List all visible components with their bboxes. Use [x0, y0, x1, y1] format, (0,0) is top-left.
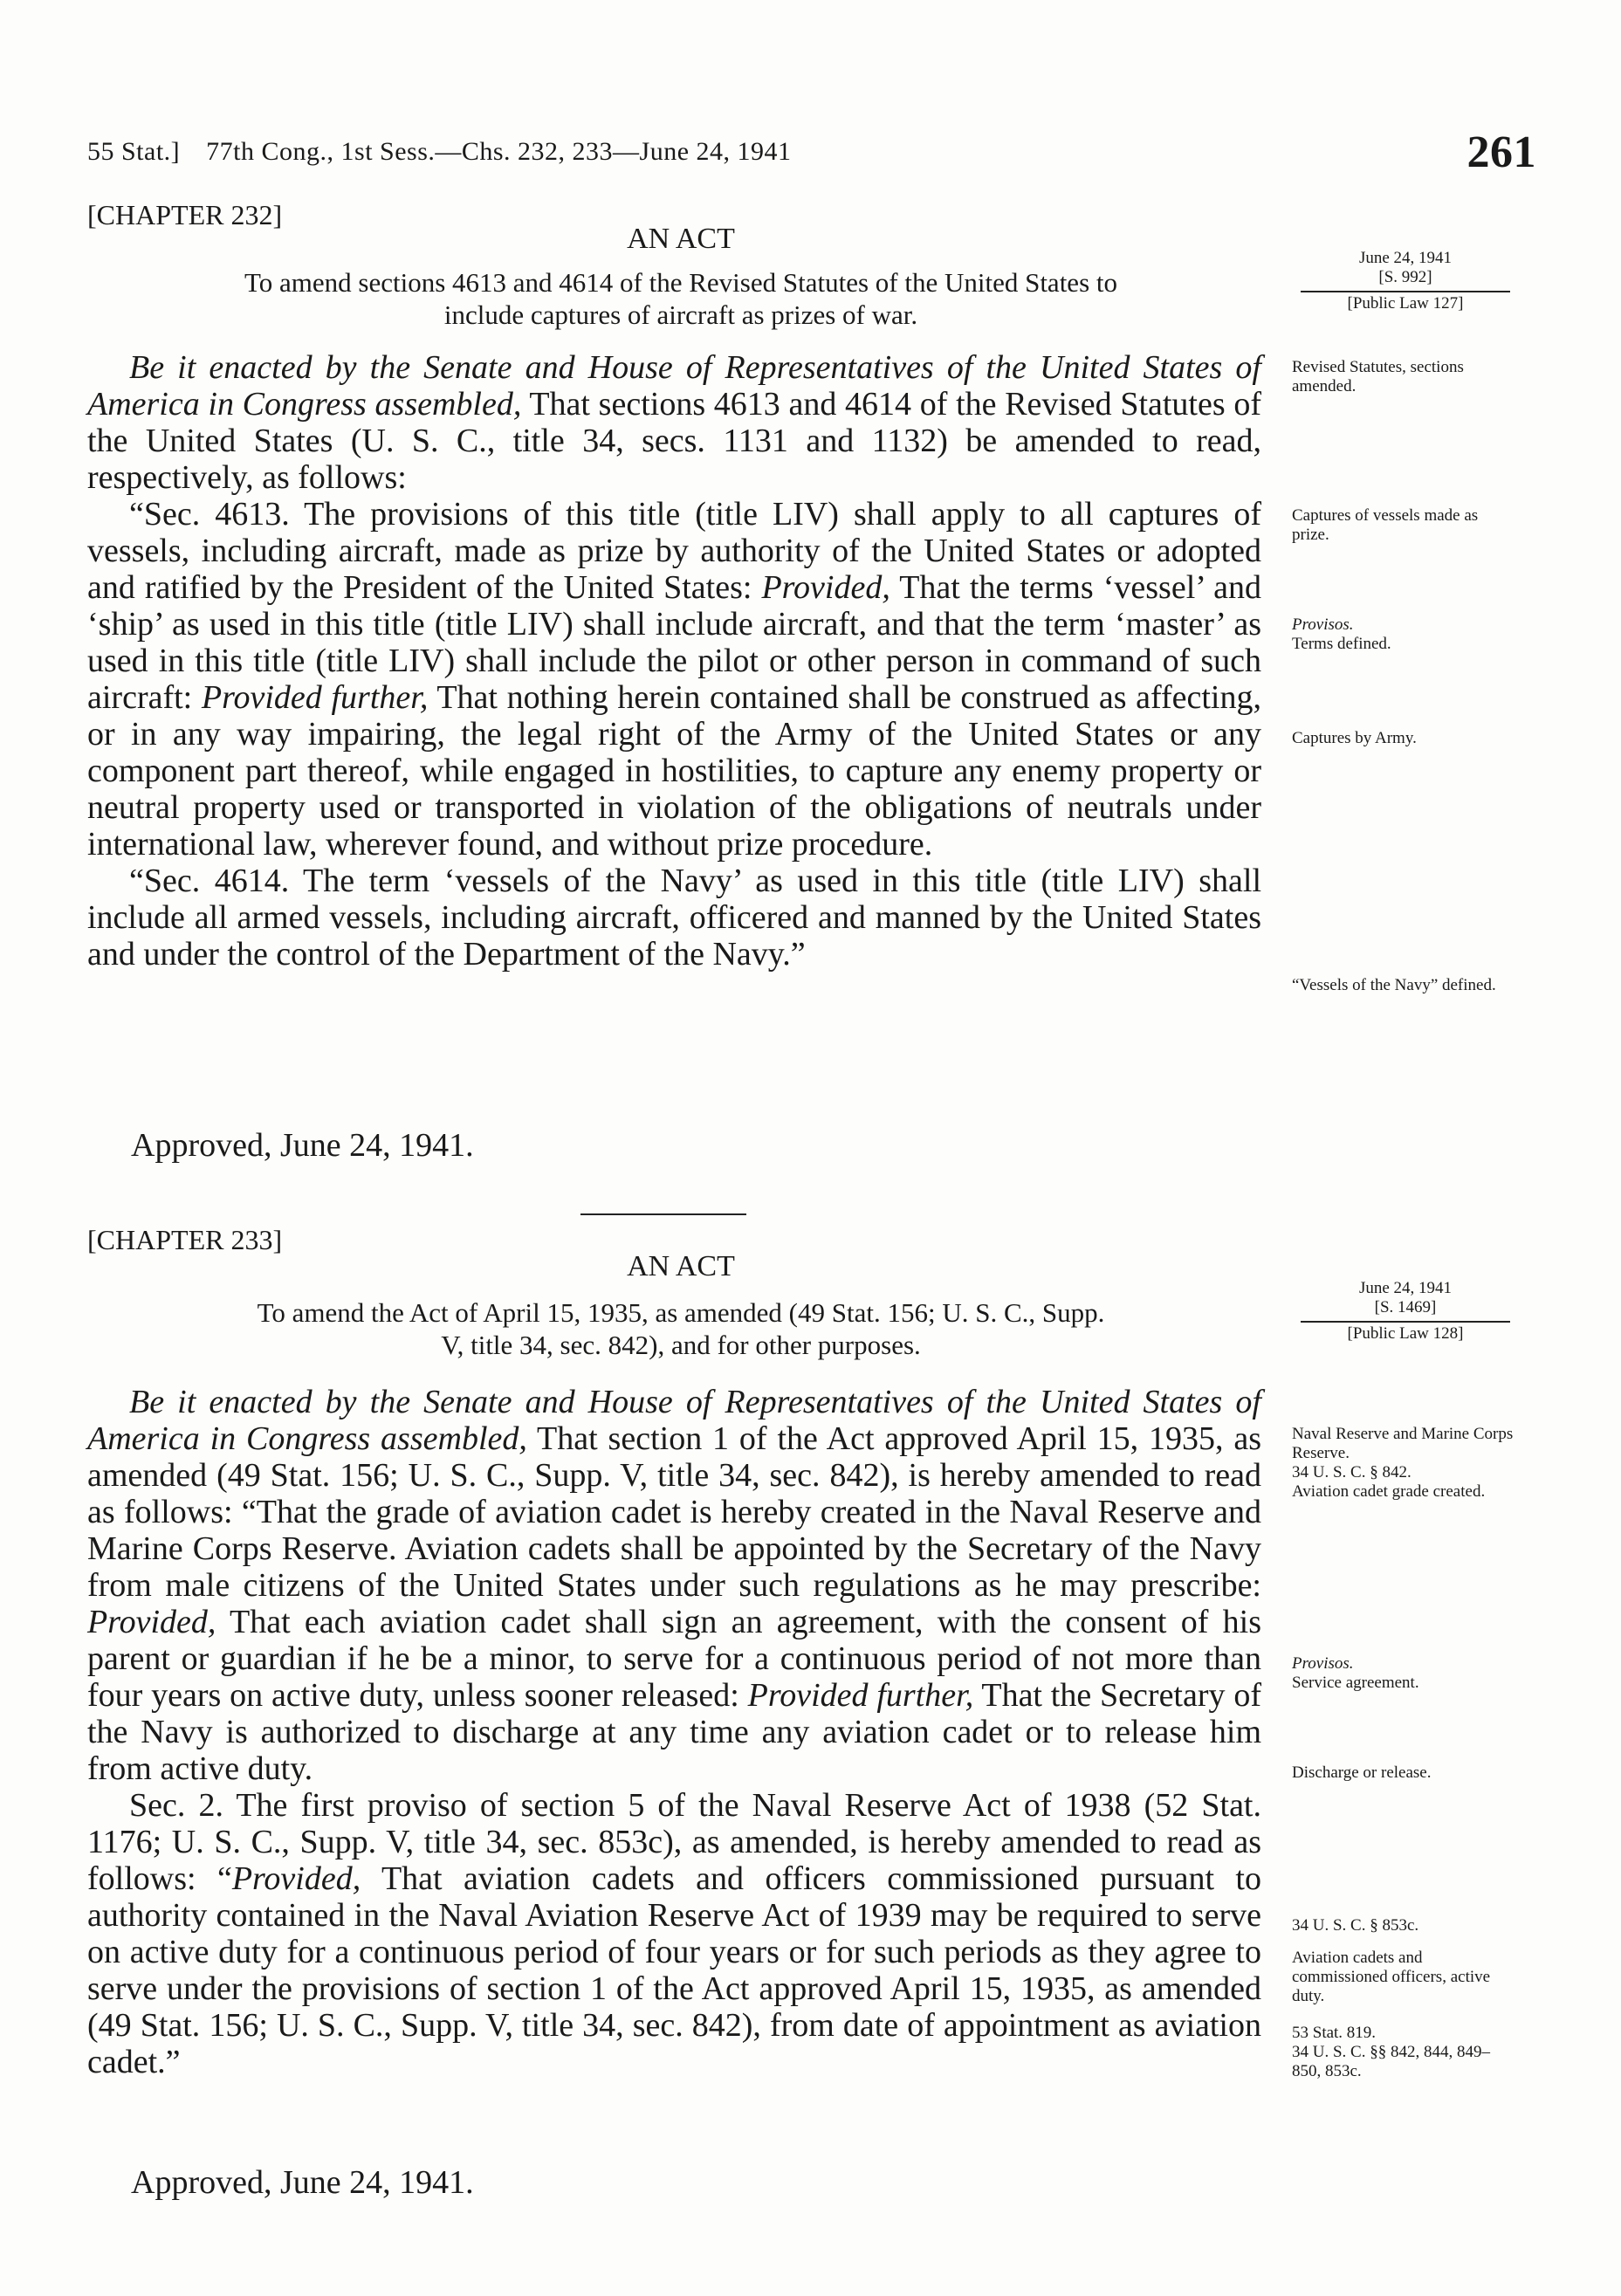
chapter-233-long-title: To amend the Act of April 15, 1935, as amended (49 Stat. 156; U. S. C., Supp. V, title 34, sec. 842), and for other purposes.: [257, 1297, 1105, 1360]
chapter-233-section-1: Be it enacted by the Senate and House of Representatives of the United States of America in Congress assembled, That section 1 of the Act approved April 15, 1935, as amended (49 Stat. 156; U. S. C., Supp. V, title 34, sec. 842), is hereby amended to read as follows: “That the grade of aviation cadet is hereby created in the Naval Reserve and Marine Corps Reserve. Aviation cadets shall be appointed by the Secretary of the Navy from male citizens of the United States under such regulations as he may prescribe: Provided, That each aviation cadet shall sign an agreement, with the consent of his parent or guardian if he be a minor, to serve for a continuous period of not more than four years on active duty, unless sooner released: Provided further, That the Secretary of the Navy is authorized to discharge at any time any aviation cadet or to release him from active duty.: [87, 1384, 1262, 1787]
margin-note-captures-army: Captures by Army.: [1292, 729, 1417, 747]
section-4614: “Sec. 4614. The term ‘vessels of the Navy’ as used in this title (title LIV) shall include all armed vessels, including aircraft, officered and manned by the United States and under the control of the Department of the Navy.”: [87, 863, 1261, 973]
running-head: [87, 127, 1536, 188]
margin-note-vessels-navy: “Vessels of the Navy” defined.: [1292, 976, 1496, 994]
margin-note-revised-statutes: Revised Statutes, sections amended.: [1292, 358, 1464, 395]
margin-note-terms-defined: Provisos. Terms defined.: [1292, 615, 1391, 653]
margin-note-citations: 53 Stat. 819. 34 U. S. C. §§ 842, 844, 849–850, 853c.: [1292, 2024, 1490, 2080]
chapter-232-label: [CHAPTER 232]: [87, 199, 283, 230]
margin-note-naval-reserve: Naval Reserve and Marine Corps Reserve. 34 U. S. C. § 842. Aviation cadet grade created.: [1292, 1425, 1514, 1501]
chapter-232-body: [87, 349, 1261, 973]
chapter-232-long-title: To amend sections 4613 and 4614 of the Revised Statutes of the United States to include captures of aircraft as prizes of war.: [244, 267, 1117, 330]
chapter-233-approved: Approved, June 24, 1941.: [131, 2164, 474, 2201]
chapter-232-enacting-paragraph: Be it enacted by the Senate and House of Representatives of the United States of America in Congress assembled, That sections 4613 and 4614 of the Revised Statutes of the United States (U. S. C., title 34, secs. 1131 and 1132) be amended to read, respectively, as follows:: [87, 349, 1261, 496]
margin-note-cite-853c: 34 U. S. C. § 853c.: [1292, 1916, 1419, 1935]
page-number: 261: [1466, 127, 1536, 177]
chapter-232-approved: Approved, June 24, 1941.: [131, 1127, 474, 1164]
congress-session: 77th Cong., 1st Sess.—Chs. 232, 233—June 24, 1941: [206, 137, 792, 166]
margin-ch232-header: June 24, 1941 [S. 992] [Public Law 127]: [1292, 249, 1519, 313]
margin-ch233-header: June 24, 1941 [S. 1469] [Public Law 128]: [1292, 1279, 1519, 1344]
margin-note-service-agreement: Provisos. Service agreement.: [1292, 1654, 1419, 1692]
chapter-233-label: [CHAPTER 233]: [87, 1224, 283, 1255]
stat-volume: 55 Stat.]: [87, 137, 181, 166]
margin-note-captures-prize: Captures of vessels made as prize.: [1292, 506, 1479, 544]
margin-note-aviation-cadets-officers: Aviation cadets and commissioned officers, active duty.: [1292, 1949, 1491, 2005]
enacting-clause: Be it enacted by the Senate and House of Representatives of the United States of America in Congress assembled,: [87, 1384, 1261, 1457]
chapter-233-body: [87, 1384, 1261, 2080]
margin-note-discharge: Discharge or release.: [1292, 1763, 1432, 1782]
section-divider: [580, 1213, 746, 1215]
chapter-232-act-title: AN ACT: [627, 223, 735, 255]
chapter-233-act-title: AN ACT: [627, 1250, 735, 1282]
enacting-clause: Be it enacted by the Senate and House of Representatives of the United States of America in Congress assembled,: [87, 349, 1261, 423]
chapter-233-section-2: Sec. 2. The first proviso of section 5 of the Naval Reserve Act of 1938 (52 Stat. 1176; U. S. C., Supp. V, title 34, sec. 853c), as amended, is hereby amended to read as follows: “Provided, That aviation cadets and officers commissioned pursuant to authority contained in the Naval Aviation Reserve Act of 1939 may be required to serve on active duty for a continuous period of four years or for such periods as they agree to serve under the provisions of section 1 of the Act approved April 15, 1935, as amended (49 Stat. 156; U. S. C., Supp. V, title 34, sec. 842), from date of appointment as aviation cadet.”: [87, 1787, 1261, 2080]
section-4613: “Sec. 4613. The provisions of this title (title LIV) shall apply to all captures of vessels, including aircraft, made as prize by authority of the United States or adopted and ratified by the President of the United States: Provided, That the terms ‘vessel’ and ‘ship’ as used in this title (title LIV) shall include aircraft, and that the term ‘master’ as used in this title (title LIV) shall include the pilot or other person in command of such aircraft: Provided further, That nothing herein contained shall be construed as affecting, or in any way impairing, the legal right of the Army of the United States or any component part thereof, while engaged in hostilities, to capture any enemy property or neutral property used or transported in violation of the obligations of neutrals under international law, wherever found, and without prize procedure.: [87, 496, 1261, 863]
